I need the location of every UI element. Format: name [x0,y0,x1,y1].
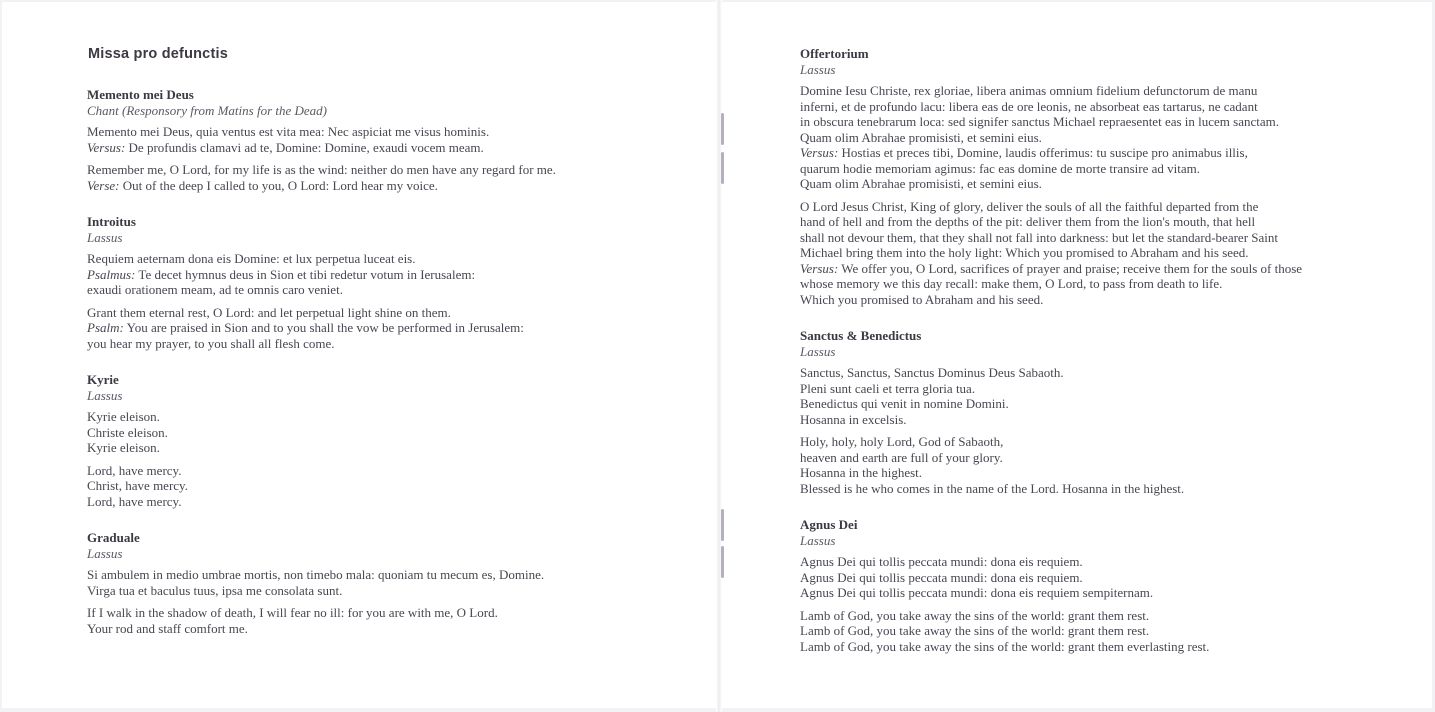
text-line [87,251,707,267]
text-paragraph [800,83,1400,192]
line-text: inferni, et de profundo lacu: libera eas de ore leonis, ne absorbeat eas tartarus, ne cadant [800,98,1258,114]
staple-bottom-b [721,546,724,578]
text-paragraph [800,365,1400,427]
section-graduale [87,530,707,636]
line-text: Agnus Dei qui tollis peccata mundi: dona eis requiem. [800,554,1083,569]
text-line [800,114,1400,130]
line-text: We offer you, O Lord, sacrifices of prayer and praise; receive them for the souls of those [838,260,1303,276]
text-paragraph [87,305,707,352]
text-line [87,282,707,298]
text-line [800,585,1400,601]
section-title: Kyrie [87,372,119,387]
verse-label: Psalm: [87,320,124,335]
text-line [800,199,1400,215]
line-text: Lord, have mercy. [87,462,182,478]
line-text: quarum hodie memoriam agimus: fac eas domine de morte transire ad vitam. [800,160,1200,176]
text-line [87,124,707,140]
text-line [800,450,1400,466]
staple-top-a [721,113,724,145]
section-subtitle: Lassus [800,62,836,77]
page-title: Missa pro defunctis [88,46,228,62]
text-line [87,267,707,283]
line-text: Hosanna in the highest. [800,465,923,480]
section-offertorium [800,46,1400,307]
section-subtitle: Chant (Responsory from Matins for the Dead) [87,103,327,118]
section-title: Sanctus & Benedictus [800,328,922,343]
text-line [800,161,1400,177]
line-text: Benedictus qui venit in nomine Domini. [800,396,1009,411]
text-paragraph [87,251,707,298]
text-paragraph [87,162,707,193]
staple-top-b [721,152,724,184]
section-subtitle: Lassus [800,533,836,548]
text-line [800,130,1400,146]
section-title: Offertorium [800,46,869,61]
line-text: Domine Iesu Christe, rex gloriae, libera animas omnium fidelium defunctorum de manu [800,83,1258,98]
text-line [800,230,1400,246]
line-text: Te decet hymnus deus in Sion et tibi redetur votum in Ierusalem: [135,266,476,282]
line-text: Out of the deep I called to you, O Lord: Lord hear my voice. [119,177,438,193]
line-text: Requiem aeternam dona eis Domine: et lux perpetua luceat eis. [87,251,416,266]
line-text: shall not devour them, that they shall not fall into darkness: but let the standard-bearer Saint [800,229,1278,245]
right-sections [800,46,1400,654]
text-line [87,140,707,156]
line-text: Blessed is he who comes in the name of the Lord. Hosanna in the highest. [800,480,1185,496]
text-line [800,214,1400,230]
text-line [87,621,707,637]
left-sections [87,87,707,636]
text-line [87,567,707,583]
text-line [87,605,707,621]
line-text: Quam olim Abrahae promisisti, et semini eius. [800,129,1042,145]
line-text: Memento mei Deus, quia ventus est vita mea: Nec aspiciat me visus hominis. [87,124,490,139]
section-subtitle: Lassus [87,230,123,245]
text-line [800,465,1400,481]
line-text: Lamb of God, you take away the sins of the world: grant them rest. [800,607,1150,623]
staple-bottom-a [721,509,724,541]
line-text: Virga tua et baculus tuus, ipsa me consolata sunt. [87,582,343,598]
line-text: You are praised in Sion and to you shall the vow be performed in Jerusalem: [123,320,524,335]
verse-label: Versus: [800,260,839,276]
text-line [800,83,1400,99]
text-paragraph [87,409,707,456]
text-line [87,162,707,178]
line-text: whose memory we this day recall: make them, O Lord, to pass from death to life. [800,276,1223,291]
text-line [87,425,707,441]
text-line [800,639,1400,655]
line-text: Christe eleison. [87,424,168,440]
text-line [800,381,1400,397]
verse-label: Psalmus: [87,266,136,282]
text-line [800,412,1400,428]
section-subtitle: Lassus [87,546,123,561]
text-line [800,396,1400,412]
line-text: in obscura tenebrarum loca: sed signifer sanctus Michael repraesentet eas in lucem sanctam. [800,114,1280,129]
line-text: Holy, holy, holy Lord, God of Sabaoth, [800,434,1004,449]
line-text: Michael bring them into the holy light: Which you promised to Abraham and his seed. [800,245,1249,260]
text-line [800,261,1400,277]
text-line [87,320,707,336]
text-line [800,365,1400,381]
line-text: Remember me, O Lord, for my life is as the wind: neither do men have any regard for me. [87,162,556,177]
line-text: Christ, have mercy. [87,478,188,493]
text-line [800,554,1400,570]
text-paragraph [87,567,707,598]
line-text: heaven and earth are full of your glory. [800,449,1003,465]
section-title: Memento mei Deus [87,87,194,102]
text-line [800,481,1400,497]
line-text: Agnus Dei qui tollis peccata mundi: dona eis requiem sempiternam. [800,585,1154,600]
line-text: Lamb of God, you take away the sins of the world: grant them rest. [800,623,1150,638]
line-text: Your rod and staff comfort me. [87,620,248,636]
line-text: De profundis clamavi ad te, Domine: Domine, exaudi vocem meam. [125,139,484,155]
line-text: Grant them eternal rest, O Lord: and let perpetual light shine on them. [87,304,451,320]
booklet-spine [716,0,722,712]
line-text: Agnus Dei qui tollis peccata mundi: dona eis requiem. [800,569,1083,585]
line-text: Which you promised to Abraham and his seed. [800,291,1044,307]
section-subtitle: Lassus [87,388,123,403]
section-title: Introitus [87,214,136,229]
line-text: Lord, have mercy. [87,493,182,509]
line-text: Lamb of God, you take away the sins of the world: grant them everlasting rest. [800,638,1210,654]
line-text: you hear my prayer, to you shall all flesh come. [87,335,335,351]
text-line [800,276,1400,292]
text-paragraph [800,434,1400,496]
text-paragraph [87,124,707,155]
line-text: Kyrie eleison. [87,409,160,424]
verse-label: Versus: [87,139,126,155]
text-line [87,478,707,494]
section-kyrie [87,372,707,509]
text-line [800,99,1400,115]
verse-label: Verse: [87,177,120,193]
line-text: If I walk in the shadow of death, I will fear no ill: for you are with me, O Lord. [87,605,498,620]
section-introitus [87,214,707,351]
section-subtitle: Lassus [800,344,836,359]
verse-label: Versus: [800,145,839,160]
text-line [800,623,1400,639]
text-line [87,583,707,599]
line-text: Hosanna in excelsis. [800,411,907,427]
text-line [800,608,1400,624]
text-line [800,176,1400,192]
text-line [87,336,707,352]
text-paragraph [800,554,1400,601]
section-sanctus-and-benedictus [800,328,1400,496]
text-line [87,409,707,425]
section-agnus-dei [800,517,1400,654]
line-text: Si ambulem in medio umbrae mortis, non timebo mala: quoniam tu mecum es, Domine. [87,567,545,582]
text-line [800,434,1400,450]
text-paragraph [87,605,707,636]
line-text: hand of hell and from the depths of the pit: deliver them from the lion's mouth, that hell [800,214,1256,229]
text-paragraph [800,199,1400,308]
line-text: Pleni sunt caeli et terra gloria tua. [800,380,976,396]
right-column [800,46,1400,675]
text-paragraph [87,463,707,510]
line-text: O Lord Jesus Christ, King of glory, deliver the souls of all the faithful departed from the [800,198,1259,214]
text-line [87,178,707,194]
text-line [87,494,707,510]
text-line [800,292,1400,308]
text-line [800,245,1400,261]
line-text: exaudi orationem meam, ad te omnis caro veniet. [87,282,343,297]
section-title: Graduale [87,530,140,545]
text-line [87,463,707,479]
text-line [800,145,1400,161]
text-line [87,305,707,321]
text-paragraph [800,608,1400,655]
line-text: Quam olim Abrahae promisisti, et semini eius. [800,176,1042,191]
section-title: Agnus Dei [800,517,858,532]
text-line [87,440,707,456]
line-text: Hostias et preces tibi, Domine, laudis offerimus: tu suscipe pro animabus illis, [838,145,1248,160]
line-text: Sanctus, Sanctus, Sanctus Dominus Deus Sabaoth. [800,365,1064,380]
line-text: Kyrie eleison. [87,440,160,455]
text-line [800,570,1400,586]
left-column [87,46,707,657]
section-memento-mei-deus [87,87,707,193]
